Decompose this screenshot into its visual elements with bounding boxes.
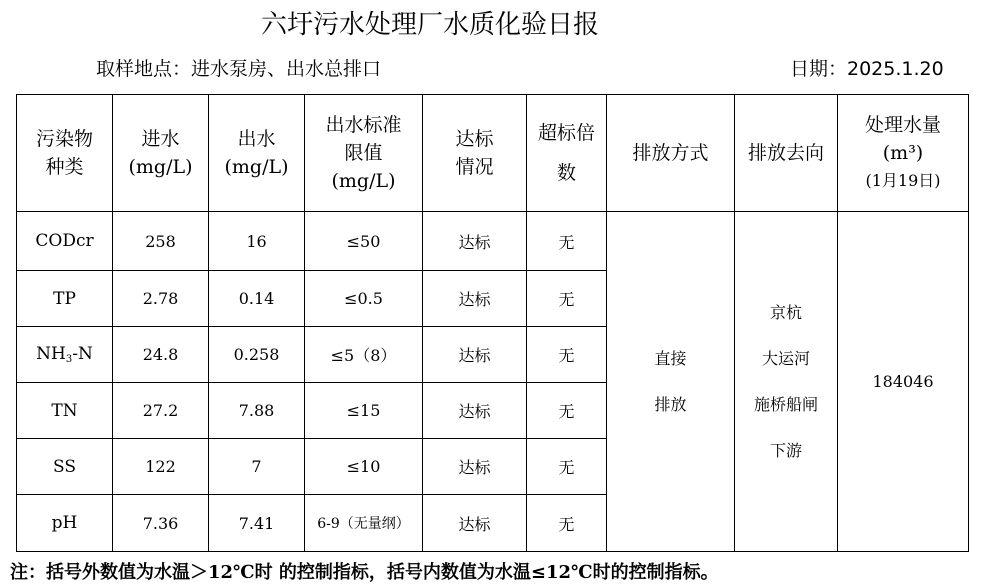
effluent-value: 0.258: [209, 327, 305, 383]
exceed-value: 无: [527, 271, 607, 327]
pollutant-name: TP: [17, 271, 113, 327]
header-pollutant: 污染物 种类: [17, 95, 113, 212]
effluent-value: 7: [209, 439, 305, 495]
pollutant-name: pH: [17, 495, 113, 552]
status-value: 达标: [423, 271, 527, 327]
pollutant-name: SS: [17, 439, 113, 495]
exceed-value: 无: [527, 212, 607, 271]
header-destination: 排放去向: [735, 95, 838, 212]
status-value: 达标: [423, 212, 527, 271]
header-method: 排放方式: [607, 95, 735, 212]
effluent-value: 0.14: [209, 271, 305, 327]
pollutant-name: $NH_3-N$: [17, 327, 113, 383]
pollutant-name: TN: [17, 383, 113, 439]
status-value: 达标: [423, 383, 527, 439]
limit-value: ≤10: [305, 439, 423, 495]
status-value: 达标: [423, 439, 527, 495]
influent-value: 24.8: [113, 327, 209, 383]
effluent-value: 16: [209, 212, 305, 271]
report-title: 六圩污水处理厂水质化验日报: [260, 10, 599, 40]
influent-value: 258: [113, 212, 209, 271]
exceed-value: 无: [527, 495, 607, 552]
exceed-value: 无: [527, 439, 607, 495]
status-value: 达标: [423, 495, 527, 552]
limit-value: 6-9（无量纲）: [305, 495, 423, 552]
status-value: 达标: [423, 327, 527, 383]
header-influent: 进水 (mg/L): [113, 95, 209, 212]
pollutant-name: CODcr: [17, 212, 113, 271]
effluent-value: 7.88: [209, 383, 305, 439]
limit-value: ≤0.5: [305, 271, 423, 327]
water-quality-table: [16, 94, 969, 552]
limit-value: ≤15: [305, 383, 423, 439]
influent-value: 122: [113, 439, 209, 495]
header-limit: 出水标准 限值 (mg/L): [305, 95, 423, 212]
header-effluent: 出水 (mg/L): [209, 95, 305, 212]
header-volume: 处理水量 (m³) (1月19日): [838, 95, 969, 212]
exceed-value: 无: [527, 383, 607, 439]
limit-value: ≤50: [305, 212, 423, 271]
sampling-location: 取样地点：进水泵房、出水总排口: [96, 58, 382, 80]
limit-value: ≤5（8）: [305, 327, 423, 383]
header-row: [17, 95, 969, 212]
treated-volume: 184046: [838, 212, 969, 552]
report-date: 日期：2025.1.20: [790, 58, 944, 80]
exceed-value: 无: [527, 327, 607, 383]
effluent-value: 7.41: [209, 495, 305, 552]
influent-value: 27.2: [113, 383, 209, 439]
table-row: [17, 212, 969, 271]
discharge-destination: 京杭 大运河 施桥船闸 下游: [735, 212, 838, 552]
influent-value: 2.78: [113, 271, 209, 327]
influent-value: 7.36: [113, 495, 209, 552]
header-status: 达标 情况: [423, 95, 527, 212]
discharge-method: 直接 排放: [607, 212, 735, 552]
header-exceed: 超标倍 数: [527, 95, 607, 212]
footnote: 注：括号外数值为水温＞12℃时 的控制指标，括号内数值为水温≤12℃时的控制指标。: [10, 562, 719, 583]
